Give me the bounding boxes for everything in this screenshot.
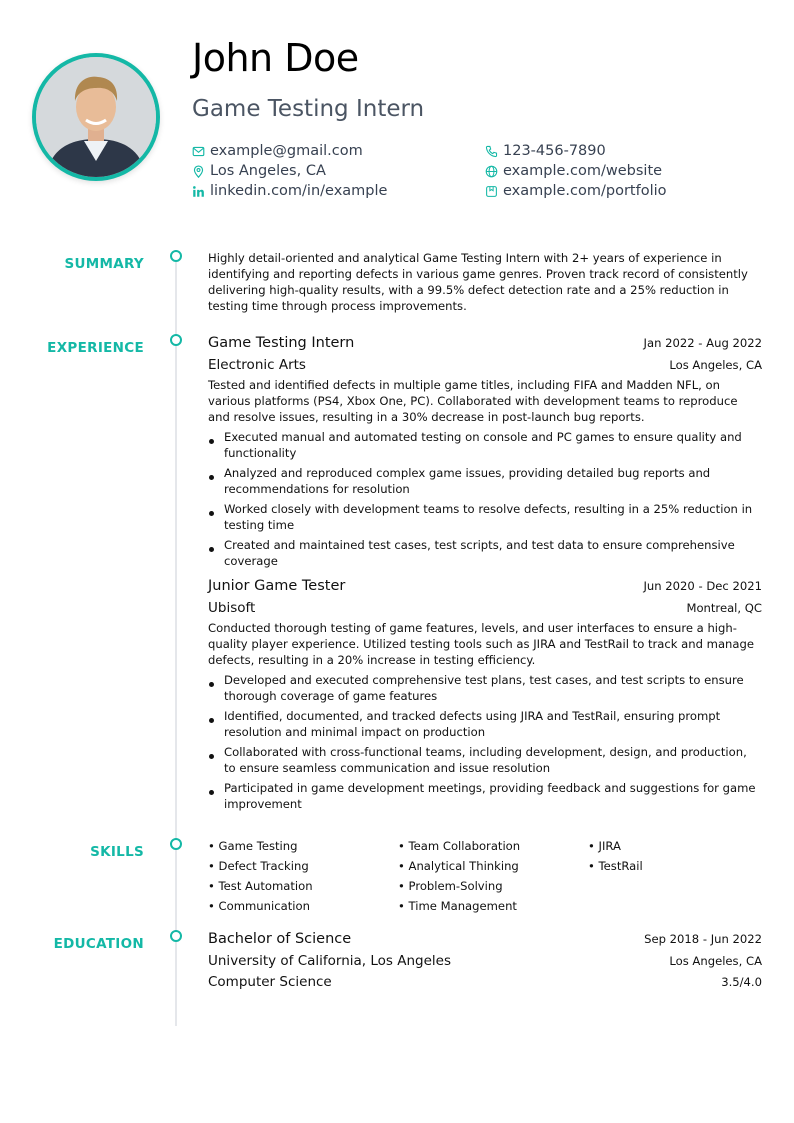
section-title-summary: SUMMARY <box>64 256 144 272</box>
timeline-dot-skills <box>170 838 182 850</box>
job-description: Tested and identified defects in multiple game titles, including FIFA and Madden NFL, on various platforms (PS4, Xbox One, PC). Collaborated with development teams to reproduce and resolve issues, resulting in a 30% decrease in post-launch bug reports. <box>208 378 738 424</box>
phone-icon <box>485 145 498 158</box>
section-title-skills: SKILLS <box>90 844 144 860</box>
education-degree: Bachelor of Science <box>208 931 352 947</box>
skill-item: • JIRA <box>588 838 762 854</box>
skill-item: • Problem-Solving <box>398 878 588 894</box>
globe-icon <box>485 165 498 178</box>
job-title: Junior Game Tester <box>208 578 346 594</box>
contact-website[interactable] <box>485 163 662 179</box>
timeline-line <box>175 262 177 1026</box>
timeline-dot-experience <box>170 334 182 346</box>
contact-linkedin-text: linkedin.com/in/example <box>210 183 388 199</box>
candidate-name: John Doe <box>192 36 359 80</box>
map-pin-icon <box>192 165 205 178</box>
section-title-experience: EXPERIENCE <box>47 340 144 356</box>
contact-location <box>192 163 326 179</box>
timeline-dot-education <box>170 930 182 942</box>
skill-empty <box>588 878 762 894</box>
job-location: Los Angeles, CA <box>669 358 762 372</box>
skill-item: • Time Management <box>398 898 588 914</box>
education-entry <box>208 931 762 990</box>
section-title-education: EDUCATION <box>53 936 144 952</box>
avatar-illustration <box>36 57 156 177</box>
skill-item: • Analytical Thinking <box>398 858 588 874</box>
skills-grid <box>208 838 762 914</box>
list-item: Participated in game development meetings, providing feedback and suggestions for game improvement <box>208 780 762 812</box>
skill-item: • Team Collaboration <box>398 838 588 854</box>
portfolio-icon <box>485 185 498 198</box>
candidate-role: Game Testing Intern <box>192 96 425 122</box>
contact-phone-text: 123-456-7890 <box>503 143 606 159</box>
skill-empty <box>588 898 762 914</box>
envelope-icon <box>192 145 205 158</box>
contact-email[interactable] <box>192 143 363 159</box>
skill-item: • Defect Tracking <box>208 858 398 874</box>
education-location: Los Angeles, CA <box>669 954 762 968</box>
contact-email-text: example@gmail.com <box>210 143 363 159</box>
list-item: Worked closely with development teams to resolve defects, resulting in a 25% reduction in testing time <box>208 501 762 533</box>
contact-location-text: Los Angeles, CA <box>210 163 326 179</box>
contact-portfolio[interactable] <box>485 183 667 199</box>
timeline-dot-summary <box>170 250 182 262</box>
skill-item: • TestRail <box>588 858 762 874</box>
summary-text: Highly detail-oriented and analytical Game Testing Intern with 2+ years of experience in identifying and reporting defects in various game genres. Proven track record of consistently delivering high-quality results, with a 99.5% defect detection rate and a 25% reduction in testing time through process improvements. <box>208 251 748 313</box>
education-field: Computer Science <box>208 974 332 990</box>
job-bullets <box>208 672 762 812</box>
experience-job-2 <box>208 578 762 816</box>
job-dates: Jun 2020 - Dec 2021 <box>643 579 762 593</box>
job-location: Montreal, QC <box>686 601 762 615</box>
job-description: Conducted thorough testing of game features, levels, and user interfaces to ensure a high-quality player experience. Utilized testing tools such as JIRA and TestRail to track and manage defects, resulting in a 20% increase in testing efficiency. <box>208 621 755 667</box>
contact-linkedin[interactable] <box>192 183 387 199</box>
job-company: Electronic Arts <box>208 357 306 373</box>
education-school: University of California, Los Angeles <box>208 953 452 969</box>
linkedin-icon <box>192 185 205 198</box>
list-item: Executed manual and automated testing on console and PC games to ensure quality and functionality <box>208 429 762 461</box>
list-item: Collaborated with cross-functional teams, including development, design, and production, to ensure seamless communication and issue resolution <box>208 744 762 776</box>
list-item: Identified, documented, and tracked defects using JIRA and TestRail, ensuring prompt resolution and minimal impact on production <box>208 708 762 740</box>
list-item: Developed and executed comprehensive test plans, test cases, and test scripts to ensure thorough coverage of game features <box>208 672 762 704</box>
contact-website-text: example.com/website <box>503 163 663 179</box>
job-company: Ubisoft <box>208 600 256 616</box>
contact-portfolio-text: example.com/portfolio <box>503 183 667 199</box>
skill-item: • Communication <box>208 898 398 914</box>
experience-job-1 <box>208 335 762 573</box>
list-item: Analyzed and reproduced complex game issues, providing detailed bug reports and recommendations for resolution <box>208 465 762 497</box>
job-dates: Jan 2022 - Aug 2022 <box>643 336 762 350</box>
skill-item: • Test Automation <box>208 878 398 894</box>
profile-photo <box>32 53 160 181</box>
job-bullets <box>208 429 762 569</box>
job-title: Game Testing Intern <box>208 335 355 351</box>
skill-item: • Game Testing <box>208 838 398 854</box>
list-item: Created and maintained test cases, test scripts, and test data to ensure comprehensive coverage <box>208 537 762 569</box>
contact-phone[interactable] <box>485 143 606 159</box>
education-gpa: 3.5/4.0 <box>721 975 762 989</box>
education-dates: Sep 2018 - Jun 2022 <box>644 932 762 946</box>
